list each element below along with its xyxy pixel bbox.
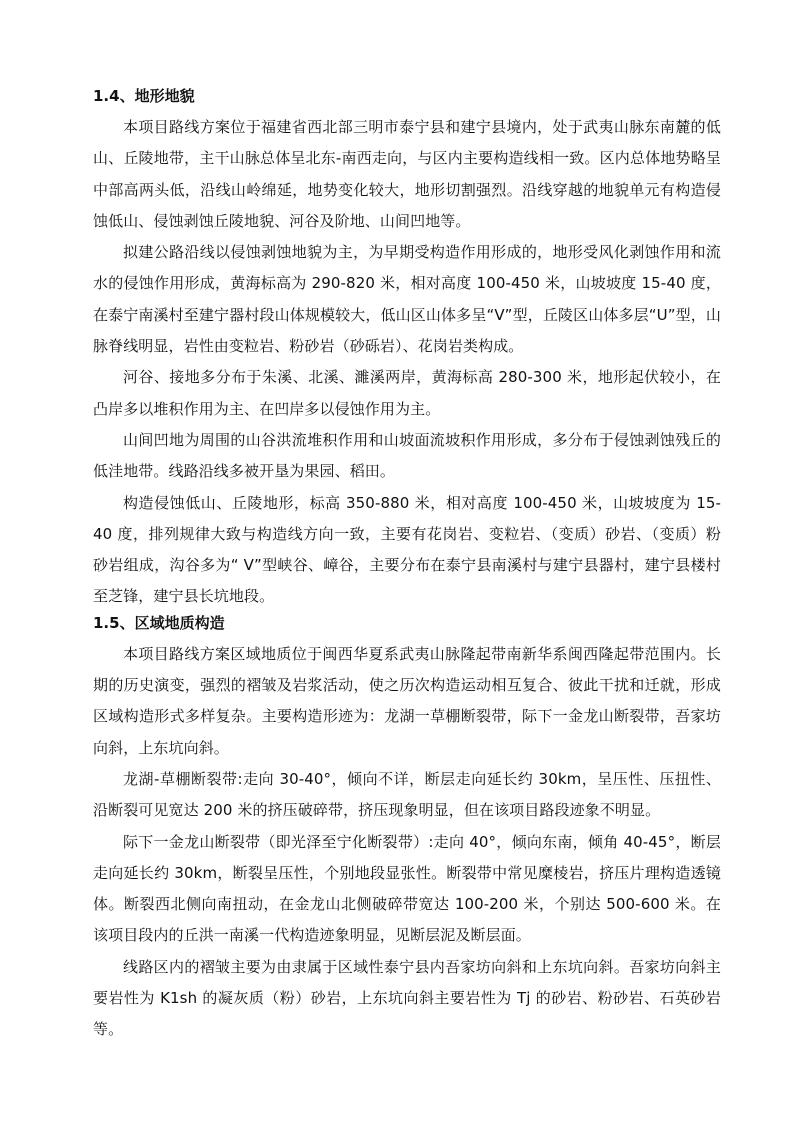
- section-heading-landform: 1.4、地形地貌: [93, 87, 195, 105]
- paragraph: 线路区内的褶皱主要为由隶属于区域性泰宁县内吾家坊向斜和上东坑向斜。吾家坊向斜主要岩性为 K1sh 的凝灰质（粉）砂岩，上东坑向斜主要岩性为 Tj 的砂岩、粉砂岩、石英砂岩等。: [93, 957, 721, 1039]
- section-landform: [93, 86, 721, 613]
- paragraph: 本项目路线方案区域地质位于闽西华夏系武夷山脉隆起带南新华系闽西隆起带范围内。长期的历史演变，强烈的褶皱及岩浆活动，使之历次构造运动相互复合、彼此干扰和迁就，形成区域构造形式多样复杂。主要构造形迹为：龙湖一草棚断裂带，际下一金龙山断裂带，吾家坊向斜，上东坑向斜。: [93, 644, 721, 757]
- paragraph: 龙湖-草棚断裂带:走向 30-40°，倾向不详，断层走向延长约 30km，呈压性、压扭性、沿断裂可见宽达 200 米的挤压破碎带，挤压现象明显，但在该项目路段迹象不明显。: [93, 769, 721, 820]
- section-heading-regional-geology: 1.5、区域地质构造: [93, 613, 225, 632]
- paragraph: 际下一金龙山断裂带（即光泽至宁化断裂带）:走向 40°，倾向东南，倾角 40-45°，断层走向延长约 30km，断裂呈压性，个别地段显张性。断裂带中常见糜棱岩，挤压片理构造透镜体。断裂西北侧向南扭动，在金龙山北侧破碎带宽达 100-200 米，个别达 500-600 米。在该项目段内的丘洪一南溪一代构造迹象明显，见断层泥及断层面。: [93, 832, 721, 945]
- section-regional-geology: [93, 613, 721, 1046]
- paragraph: 构造侵蚀低山、丘陵地形，标高 350-880 米，相对高度 100-450 米，山坡坡度为 15-40 度，排列规律大致与构造线方向一致，主要有花岗岩、变粒岩、（变质）砂岩、（变质）粉砂岩组成，沟谷多为“ V”型峡谷、嶂谷，主要分布在泰宁县南溪村与建宁县器村，建宁县楼村至芝锋，建宁县长坑地段。: [93, 493, 721, 606]
- paragraph: 拟建公路沿线以侵蚀剥蚀地貌为主，为早期受构造作用形成的，地形受风化剥蚀作用和流水的侵蚀作用形成，黄海标高为 290-820 米，相对高度 100-450 米，山坡坡度 15-40 度，在泰宁南溪村至建宁器村段山体规模较大，低山区山体多呈“V”型，丘陵区山体多层“U”型，山脉脊线明显，岩性由变粒岩、粉砂岩（砂砾岩）、花岗岩类构成。: [93, 243, 721, 356]
- paragraph: 本项目路线方案位于福建省西北部三明市泰宁县和建宁县境内，处于武夷山脉东南麓的低山、丘陵地带，主干山脉总体呈北东-南西走向，与区内主要构造线相一致。区内总体地势略呈中部高两头低，沿线山岭绵延，地势变化较大，地形切割强烈。沿线穿越的地貌单元有构造侵蚀低山、侵蚀剥蚀丘陵地貌、河谷及阶地、山间凹地等。: [93, 118, 721, 230]
- paragraph: 山间凹地为周围的山谷洪流堆积作用和山坡面流坡积作用形成，多分布于侵蚀剥蚀残丘的低洼地带。线路沿线多被开垦为果园、稻田。: [93, 430, 721, 481]
- paragraph: 河谷、接地多分布于朱溪、北溪、濉溪两岸，黄海标高 280-300 米，地形起伏较小，在凸岸多以堆积作用为主、在凹岸多以侵蚀作用为主。: [93, 368, 721, 418]
